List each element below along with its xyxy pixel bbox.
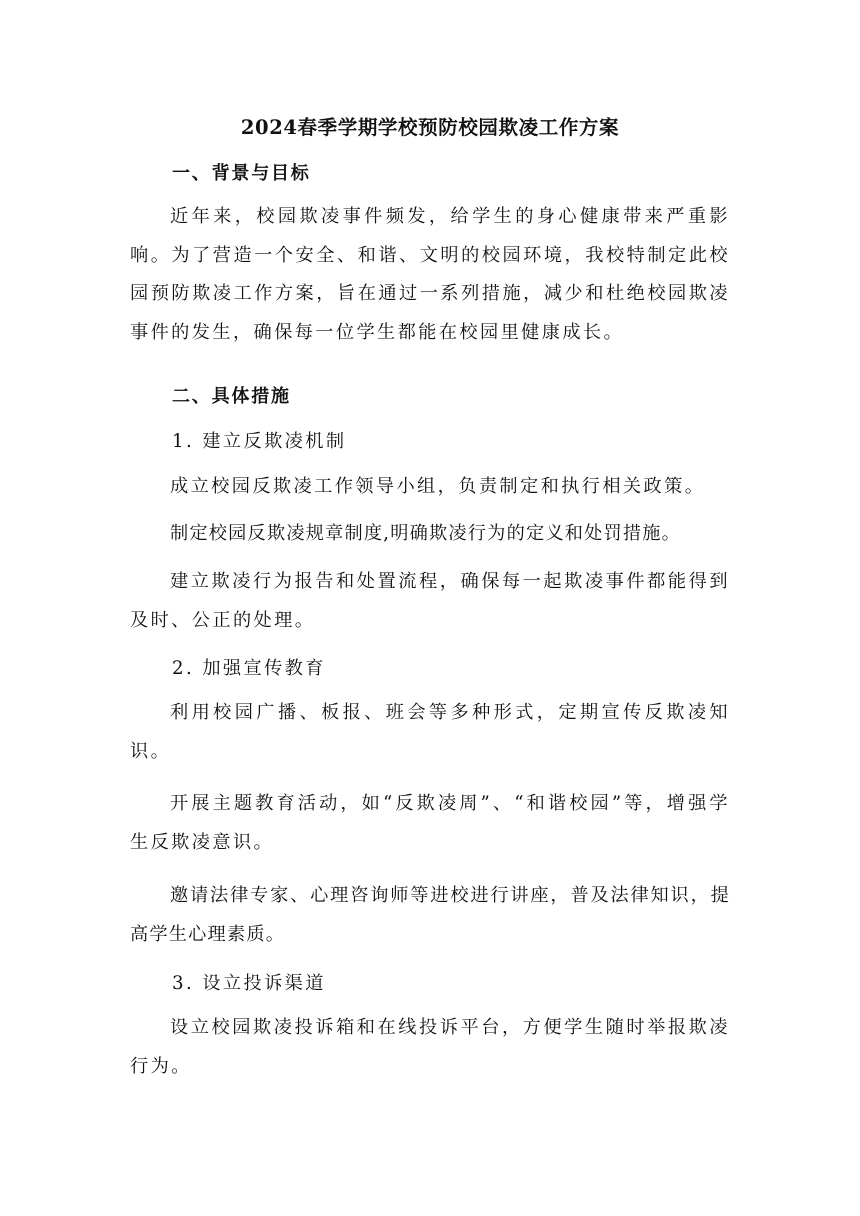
section-heading-measures: 二、具体措施 (172, 386, 291, 407)
paragraph-mechanism-1: 成立校园反欺凌工作领导小组，负责制定和执行相关政策。 (170, 476, 706, 497)
subheading-complaints: 3. 设立投诉渠道 (172, 973, 326, 994)
paragraph-education-2: 开展主题教育活动，如“反欺凌周”、“和谐校园”等，增强学生反欺凌意识。 (130, 793, 730, 853)
paragraph-education-1: 利用校园广播、板报、班会等多种形式，定期宣传反欺凌知识。 (130, 702, 730, 762)
document-title: 2024春季学期学校预防校园欺凌工作方案 (240, 116, 620, 139)
section-heading-background: 一、背景与目标 (172, 163, 311, 184)
paragraph-education-3: 邀请法律专家、心理咨询师等进校进行讲座，普及法律知识，提高学生心理素质。 (130, 885, 730, 945)
subheading-mechanism: 1. 建立反欺凌机制 (172, 431, 347, 452)
paragraph-mechanism-3: 建立欺凌行为报告和处置流程，确保每一起欺凌事件都能得到及时、公正的处理。 (130, 571, 730, 631)
paragraph-complaints-1: 设立校园欺凌投诉箱和在线投诉平台，方便学生随时举报欺凌行为。 (130, 1017, 730, 1077)
paragraph-mechanism-2: 制定校园反欺凌规章制度,明确欺凌行为的定义和处罚措施。 (170, 523, 682, 544)
paragraph-background: 近年来，校园欺凌事件频发，给学生的身心健康带来严重影响。为了营造一个安全、和谐、文明的校园环境，我校特制定此校园预防欺凌工作方案，旨在通过一系列措施，减少和杜绝校园欺凌事件的发生，确保每一位学生都能在校园里健康成长。 (130, 206, 730, 343)
subheading-education: 2. 加强宣传教育 (172, 658, 326, 679)
